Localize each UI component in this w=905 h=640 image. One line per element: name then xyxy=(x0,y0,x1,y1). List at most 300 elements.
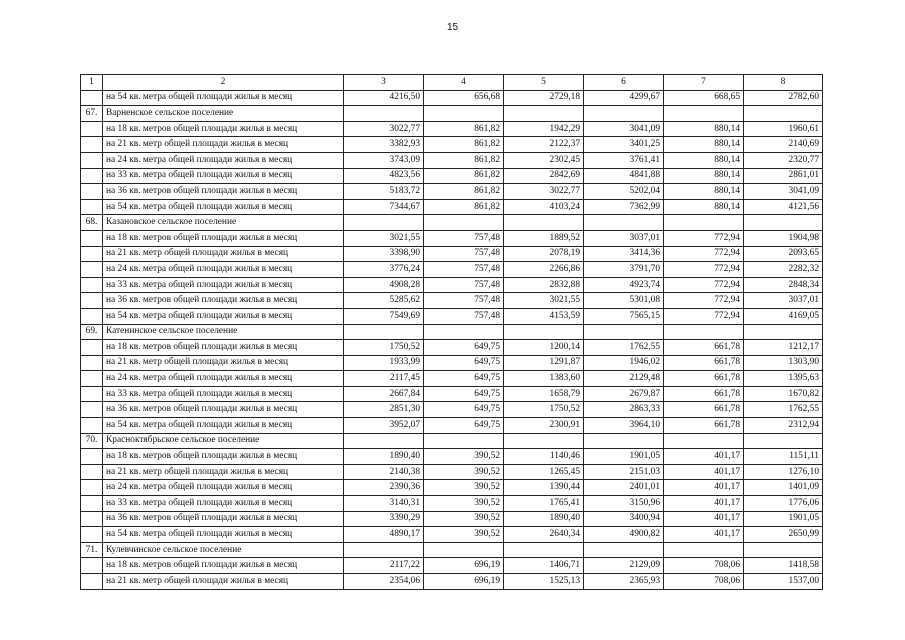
header-cell: 7 xyxy=(664,75,744,91)
empty-cell xyxy=(81,386,103,402)
value-cell: 2851,30 xyxy=(344,402,424,418)
empty-cell xyxy=(744,433,823,449)
value-cell: 2848,34 xyxy=(744,277,823,293)
row-label: на 54 кв. метра общей площади жилья в месяц xyxy=(103,199,344,215)
value-cell: 880,14 xyxy=(664,168,744,184)
value-cell: 1933,99 xyxy=(344,355,424,371)
value-cell: 390,52 xyxy=(424,511,504,527)
value-cell: 3037,01 xyxy=(744,293,823,309)
table-row xyxy=(81,464,823,480)
empty-cell xyxy=(81,308,103,324)
value-cell: 757,48 xyxy=(424,230,504,246)
value-cell: 4103,24 xyxy=(504,199,584,215)
value-cell: 1401,09 xyxy=(744,480,823,496)
row-label: на 18 кв. метров общей площади жилья в месяц xyxy=(103,449,344,465)
section-number: 71. xyxy=(81,542,103,558)
row-label: на 33 кв. метра общей площади жилья в месяц xyxy=(103,496,344,512)
row-label: на 36 кв. метров общей площади жилья в месяц xyxy=(103,293,344,309)
section-title: Варненское сельское поселение xyxy=(103,106,344,122)
empty-cell xyxy=(584,433,664,449)
section-title: Кулевчинское сельское поселение xyxy=(103,542,344,558)
value-cell: 401,17 xyxy=(664,480,744,496)
value-cell: 1390,44 xyxy=(504,480,584,496)
value-cell: 649,75 xyxy=(424,355,504,371)
value-cell: 772,94 xyxy=(664,230,744,246)
empty-cell xyxy=(584,215,664,231)
value-cell: 4890,17 xyxy=(344,527,424,543)
empty-cell xyxy=(81,90,103,106)
empty-cell xyxy=(344,433,424,449)
value-cell: 390,52 xyxy=(424,480,504,496)
empty-cell xyxy=(584,542,664,558)
value-cell: 2302,45 xyxy=(504,152,584,168)
row-label: на 54 кв. метра общей площади жилья в месяц xyxy=(103,418,344,434)
empty-cell xyxy=(81,230,103,246)
table-row xyxy=(81,168,823,184)
section-row xyxy=(81,106,823,122)
value-cell: 3761,41 xyxy=(584,152,664,168)
value-cell: 861,82 xyxy=(424,184,504,200)
value-cell: 1276,10 xyxy=(744,464,823,480)
empty-cell xyxy=(81,558,103,574)
value-cell: 656,68 xyxy=(424,90,504,106)
value-cell: 708,06 xyxy=(664,558,744,574)
empty-cell xyxy=(81,402,103,418)
value-cell: 3743,09 xyxy=(344,152,424,168)
value-cell: 861,82 xyxy=(424,152,504,168)
empty-cell xyxy=(664,433,744,449)
value-cell: 1537,00 xyxy=(744,574,823,590)
value-cell: 1890,40 xyxy=(344,449,424,465)
value-cell: 3140,31 xyxy=(344,496,424,512)
empty-cell xyxy=(344,324,424,340)
value-cell: 2129,09 xyxy=(584,558,664,574)
row-label: на 24 кв. метра общей площади жилья в месяц xyxy=(103,262,344,278)
empty-cell xyxy=(664,542,744,558)
empty-cell xyxy=(424,215,504,231)
value-cell: 861,82 xyxy=(424,168,504,184)
value-cell: 880,14 xyxy=(664,137,744,153)
value-cell: 390,52 xyxy=(424,464,504,480)
value-cell: 2129,48 xyxy=(584,371,664,387)
value-cell: 2117,45 xyxy=(344,371,424,387)
value-cell: 649,75 xyxy=(424,371,504,387)
value-cell: 757,48 xyxy=(424,246,504,262)
row-label: на 18 кв. метров общей площади жилья в месяц xyxy=(103,558,344,574)
value-cell: 7549,69 xyxy=(344,308,424,324)
empty-cell xyxy=(81,511,103,527)
value-cell: 1750,52 xyxy=(344,340,424,356)
empty-cell xyxy=(81,246,103,262)
value-cell: 1200,14 xyxy=(504,340,584,356)
table-row xyxy=(81,246,823,262)
value-cell: 861,82 xyxy=(424,137,504,153)
row-label: на 24 кв. метра общей площади жилья в месяц xyxy=(103,152,344,168)
row-label: на 24 кв. метра общей площади жилья в месяц xyxy=(103,480,344,496)
empty-cell xyxy=(81,199,103,215)
value-cell: 1904,98 xyxy=(744,230,823,246)
table-row xyxy=(81,418,823,434)
value-cell: 3021,55 xyxy=(344,230,424,246)
value-cell: 708,06 xyxy=(664,574,744,590)
value-cell: 390,52 xyxy=(424,527,504,543)
tariff-table xyxy=(80,74,823,590)
value-cell: 3400,94 xyxy=(584,511,664,527)
empty-cell xyxy=(424,433,504,449)
value-cell: 2667,84 xyxy=(344,386,424,402)
empty-cell xyxy=(81,449,103,465)
value-cell: 1525,13 xyxy=(504,574,584,590)
value-cell: 5202,04 xyxy=(584,184,664,200)
value-cell: 1889,52 xyxy=(504,230,584,246)
value-cell: 1151,11 xyxy=(744,449,823,465)
value-cell: 3041,09 xyxy=(744,184,823,200)
section-row xyxy=(81,542,823,558)
value-cell: 661,78 xyxy=(664,371,744,387)
row-label: на 33 кв. метра общей площади жилья в месяц xyxy=(103,277,344,293)
value-cell: 2122,37 xyxy=(504,137,584,153)
table-row xyxy=(81,199,823,215)
value-cell: 661,78 xyxy=(664,402,744,418)
value-cell: 661,78 xyxy=(664,386,744,402)
value-cell: 2151,03 xyxy=(584,464,664,480)
empty-cell xyxy=(744,542,823,558)
row-label: на 18 кв. метров общей площади жилья в месяц xyxy=(103,340,344,356)
value-cell: 668,65 xyxy=(664,90,744,106)
value-cell: 2365,93 xyxy=(584,574,664,590)
section-row xyxy=(81,215,823,231)
value-cell: 649,75 xyxy=(424,340,504,356)
value-cell: 1776,06 xyxy=(744,496,823,512)
value-cell: 1901,05 xyxy=(584,449,664,465)
value-cell: 772,94 xyxy=(664,308,744,324)
empty-cell xyxy=(81,574,103,590)
row-label: на 21 кв. метр общей площади жилья в месяц xyxy=(103,464,344,480)
value-cell: 1762,55 xyxy=(584,340,664,356)
value-cell: 2832,88 xyxy=(504,277,584,293)
row-label: на 24 кв. метра общей площади жилья в месяц xyxy=(103,371,344,387)
value-cell: 2117,22 xyxy=(344,558,424,574)
empty-cell xyxy=(344,215,424,231)
table-row xyxy=(81,293,823,309)
value-cell: 401,17 xyxy=(664,464,744,480)
value-cell: 1303,90 xyxy=(744,355,823,371)
value-cell: 3037,01 xyxy=(584,230,664,246)
value-cell: 4153,59 xyxy=(504,308,584,324)
row-label: на 33 кв. метра общей площади жилья в месяц xyxy=(103,386,344,402)
table-row xyxy=(81,480,823,496)
value-cell: 3022,77 xyxy=(344,121,424,137)
table-row xyxy=(81,355,823,371)
section-title: Катенинское сельское поселение xyxy=(103,324,344,340)
empty-cell xyxy=(584,324,664,340)
value-cell: 4299,67 xyxy=(584,90,664,106)
header-cell: 5 xyxy=(504,75,584,91)
empty-cell xyxy=(664,215,744,231)
empty-cell xyxy=(81,480,103,496)
value-cell: 2842,69 xyxy=(504,168,584,184)
empty-cell xyxy=(744,106,823,122)
value-cell: 661,78 xyxy=(664,355,744,371)
row-label: на 21 кв. метр общей площади жилья в месяц xyxy=(103,137,344,153)
row-label: на 21 кв. метр общей площади жилья в месяц xyxy=(103,246,344,262)
value-cell: 2861,01 xyxy=(744,168,823,184)
empty-cell xyxy=(81,293,103,309)
empty-cell xyxy=(81,152,103,168)
table-row xyxy=(81,121,823,137)
value-cell: 7362,99 xyxy=(584,199,664,215)
header-cell: 1 xyxy=(81,75,103,91)
value-cell: 3041,09 xyxy=(584,121,664,137)
value-cell: 1946,02 xyxy=(584,355,664,371)
empty-cell xyxy=(504,215,584,231)
value-cell: 1212,17 xyxy=(744,340,823,356)
value-cell: 1395,63 xyxy=(744,371,823,387)
value-cell: 649,75 xyxy=(424,402,504,418)
value-cell: 3398,90 xyxy=(344,246,424,262)
value-cell: 861,82 xyxy=(424,121,504,137)
value-cell: 3390,29 xyxy=(344,511,424,527)
row-label: на 36 кв. метров общей площади жилья в месяц xyxy=(103,402,344,418)
value-cell: 661,78 xyxy=(664,340,744,356)
value-cell: 1658,79 xyxy=(504,386,584,402)
value-cell: 2282,32 xyxy=(744,262,823,278)
value-cell: 1670,82 xyxy=(744,386,823,402)
table-row xyxy=(81,277,823,293)
value-cell: 4169,05 xyxy=(744,308,823,324)
value-cell: 401,17 xyxy=(664,527,744,543)
empty-cell xyxy=(504,106,584,122)
row-label: на 36 кв. метров общей площади жилья в месяц xyxy=(103,511,344,527)
empty-cell xyxy=(81,121,103,137)
table-row xyxy=(81,371,823,387)
empty-cell xyxy=(81,184,103,200)
table-row xyxy=(81,230,823,246)
value-cell: 5285,62 xyxy=(344,293,424,309)
row-label: на 21 кв. метр общей площади жилья в месяц xyxy=(103,355,344,371)
empty-cell xyxy=(424,542,504,558)
value-cell: 2078,19 xyxy=(504,246,584,262)
value-cell: 1901,05 xyxy=(744,511,823,527)
value-cell: 2401,01 xyxy=(584,480,664,496)
value-cell: 3382,93 xyxy=(344,137,424,153)
value-cell: 2140,38 xyxy=(344,464,424,480)
value-cell: 1750,52 xyxy=(504,402,584,418)
value-cell: 757,48 xyxy=(424,308,504,324)
value-cell: 2863,33 xyxy=(584,402,664,418)
empty-cell xyxy=(81,418,103,434)
value-cell: 3414,36 xyxy=(584,246,664,262)
header-cell: 6 xyxy=(584,75,664,91)
table-row xyxy=(81,308,823,324)
value-cell: 2640,34 xyxy=(504,527,584,543)
empty-cell xyxy=(81,168,103,184)
value-cell: 772,94 xyxy=(664,246,744,262)
table-body xyxy=(81,90,823,589)
value-cell: 1383,60 xyxy=(504,371,584,387)
value-cell: 757,48 xyxy=(424,262,504,278)
header-cell: 3 xyxy=(344,75,424,91)
row-label: на 18 кв. метров общей площади жилья в месяц xyxy=(103,121,344,137)
empty-cell xyxy=(584,106,664,122)
value-cell: 3150,96 xyxy=(584,496,664,512)
value-cell: 649,75 xyxy=(424,418,504,434)
value-cell: 1942,29 xyxy=(504,121,584,137)
value-cell: 3791,70 xyxy=(584,262,664,278)
empty-cell xyxy=(344,542,424,558)
section-title: Красноктябрьское сельское поселение xyxy=(103,433,344,449)
section-row xyxy=(81,433,823,449)
section-number: 70. xyxy=(81,433,103,449)
table-row xyxy=(81,558,823,574)
empty-cell xyxy=(81,527,103,543)
row-label: на 33 кв. метра общей площади жилья в месяц xyxy=(103,168,344,184)
value-cell: 3401,25 xyxy=(584,137,664,153)
value-cell: 2093,65 xyxy=(744,246,823,262)
value-cell: 7565,15 xyxy=(584,308,664,324)
empty-cell xyxy=(81,464,103,480)
value-cell: 2650,99 xyxy=(744,527,823,543)
value-cell: 3964,10 xyxy=(584,418,664,434)
header-cell: 4 xyxy=(424,75,504,91)
value-cell: 4216,50 xyxy=(344,90,424,106)
empty-cell xyxy=(344,106,424,122)
empty-cell xyxy=(504,542,584,558)
value-cell: 4908,28 xyxy=(344,277,424,293)
value-cell: 1291,87 xyxy=(504,355,584,371)
value-cell: 401,17 xyxy=(664,496,744,512)
value-cell: 4900,82 xyxy=(584,527,664,543)
table-row xyxy=(81,511,823,527)
value-cell: 1406,71 xyxy=(504,558,584,574)
value-cell: 3022,77 xyxy=(504,184,584,200)
value-cell: 7344,67 xyxy=(344,199,424,215)
value-cell: 1960,61 xyxy=(744,121,823,137)
table-row xyxy=(81,496,823,512)
value-cell: 4121,56 xyxy=(744,199,823,215)
value-cell: 649,75 xyxy=(424,386,504,402)
value-cell: 1418,58 xyxy=(744,558,823,574)
empty-cell xyxy=(744,215,823,231)
value-cell: 861,82 xyxy=(424,199,504,215)
empty-cell xyxy=(664,106,744,122)
value-cell: 1140,46 xyxy=(504,449,584,465)
value-cell: 757,48 xyxy=(424,293,504,309)
empty-cell xyxy=(81,262,103,278)
value-cell: 772,94 xyxy=(664,262,744,278)
row-label: на 21 кв. метр общей площади жилья в месяц xyxy=(103,574,344,590)
value-cell: 2320,77 xyxy=(744,152,823,168)
empty-cell xyxy=(81,137,103,153)
value-cell: 880,14 xyxy=(664,121,744,137)
table-row xyxy=(81,137,823,153)
row-label: на 36 кв. метров общей площади жилья в месяц xyxy=(103,184,344,200)
empty-cell xyxy=(424,324,504,340)
row-label: на 54 кв. метра общей площади жилья в месяц xyxy=(103,308,344,324)
value-cell: 880,14 xyxy=(664,199,744,215)
value-cell: 1762,55 xyxy=(744,402,823,418)
value-cell: 401,17 xyxy=(664,511,744,527)
table-row xyxy=(81,449,823,465)
empty-cell xyxy=(504,324,584,340)
value-cell: 772,94 xyxy=(664,293,744,309)
value-cell: 401,17 xyxy=(664,449,744,465)
empty-cell xyxy=(81,355,103,371)
value-cell: 4923,74 xyxy=(584,277,664,293)
table-row xyxy=(81,402,823,418)
section-number: 69. xyxy=(81,324,103,340)
table-row xyxy=(81,340,823,356)
empty-cell xyxy=(81,277,103,293)
value-cell: 2390,36 xyxy=(344,480,424,496)
value-cell: 390,52 xyxy=(424,449,504,465)
empty-cell xyxy=(81,371,103,387)
section-title: Казановское сельское поселение xyxy=(103,215,344,231)
table-row xyxy=(81,90,823,106)
table-row xyxy=(81,184,823,200)
value-cell: 390,52 xyxy=(424,496,504,512)
table-row xyxy=(81,386,823,402)
section-number: 68. xyxy=(81,215,103,231)
value-cell: 2729,18 xyxy=(504,90,584,106)
value-cell: 757,48 xyxy=(424,277,504,293)
empty-cell xyxy=(744,324,823,340)
empty-cell xyxy=(664,324,744,340)
table-row xyxy=(81,262,823,278)
value-cell: 4841,88 xyxy=(584,168,664,184)
value-cell: 5183,72 xyxy=(344,184,424,200)
empty-cell xyxy=(81,496,103,512)
row-label: на 54 кв. метра общей площади жилья в месяц xyxy=(103,527,344,543)
row-label: на 54 кв. метра общей площади жилья в месяц xyxy=(103,90,344,106)
value-cell: 3021,55 xyxy=(504,293,584,309)
value-cell: 1765,41 xyxy=(504,496,584,512)
value-cell: 1265,45 xyxy=(504,464,584,480)
value-cell: 5301,08 xyxy=(584,293,664,309)
value-cell: 696,19 xyxy=(424,574,504,590)
value-cell: 3776,24 xyxy=(344,262,424,278)
value-cell: 2782,60 xyxy=(744,90,823,106)
value-cell: 696,19 xyxy=(424,558,504,574)
section-row xyxy=(81,324,823,340)
value-cell: 2679,87 xyxy=(584,386,664,402)
header-cell: 2 xyxy=(103,75,344,91)
value-cell: 2300,91 xyxy=(504,418,584,434)
header-cell: 8 xyxy=(744,75,823,91)
table-header-row xyxy=(81,75,823,91)
empty-cell xyxy=(504,433,584,449)
table-row xyxy=(81,527,823,543)
value-cell: 772,94 xyxy=(664,277,744,293)
value-cell: 2266,86 xyxy=(504,262,584,278)
value-cell: 4823,56 xyxy=(344,168,424,184)
value-cell: 2312,94 xyxy=(744,418,823,434)
row-label: на 18 кв. метров общей площади жилья в месяц xyxy=(103,230,344,246)
value-cell: 880,14 xyxy=(664,184,744,200)
value-cell: 880,14 xyxy=(664,152,744,168)
table-row xyxy=(81,152,823,168)
page-number: 15 xyxy=(446,22,459,33)
value-cell: 2354,06 xyxy=(344,574,424,590)
value-cell: 1890,40 xyxy=(504,511,584,527)
value-cell: 661,78 xyxy=(664,418,744,434)
table-row xyxy=(81,574,823,590)
empty-cell xyxy=(424,106,504,122)
value-cell: 2140,69 xyxy=(744,137,823,153)
empty-cell xyxy=(81,340,103,356)
value-cell: 3952,07 xyxy=(344,418,424,434)
section-number: 67. xyxy=(81,106,103,122)
